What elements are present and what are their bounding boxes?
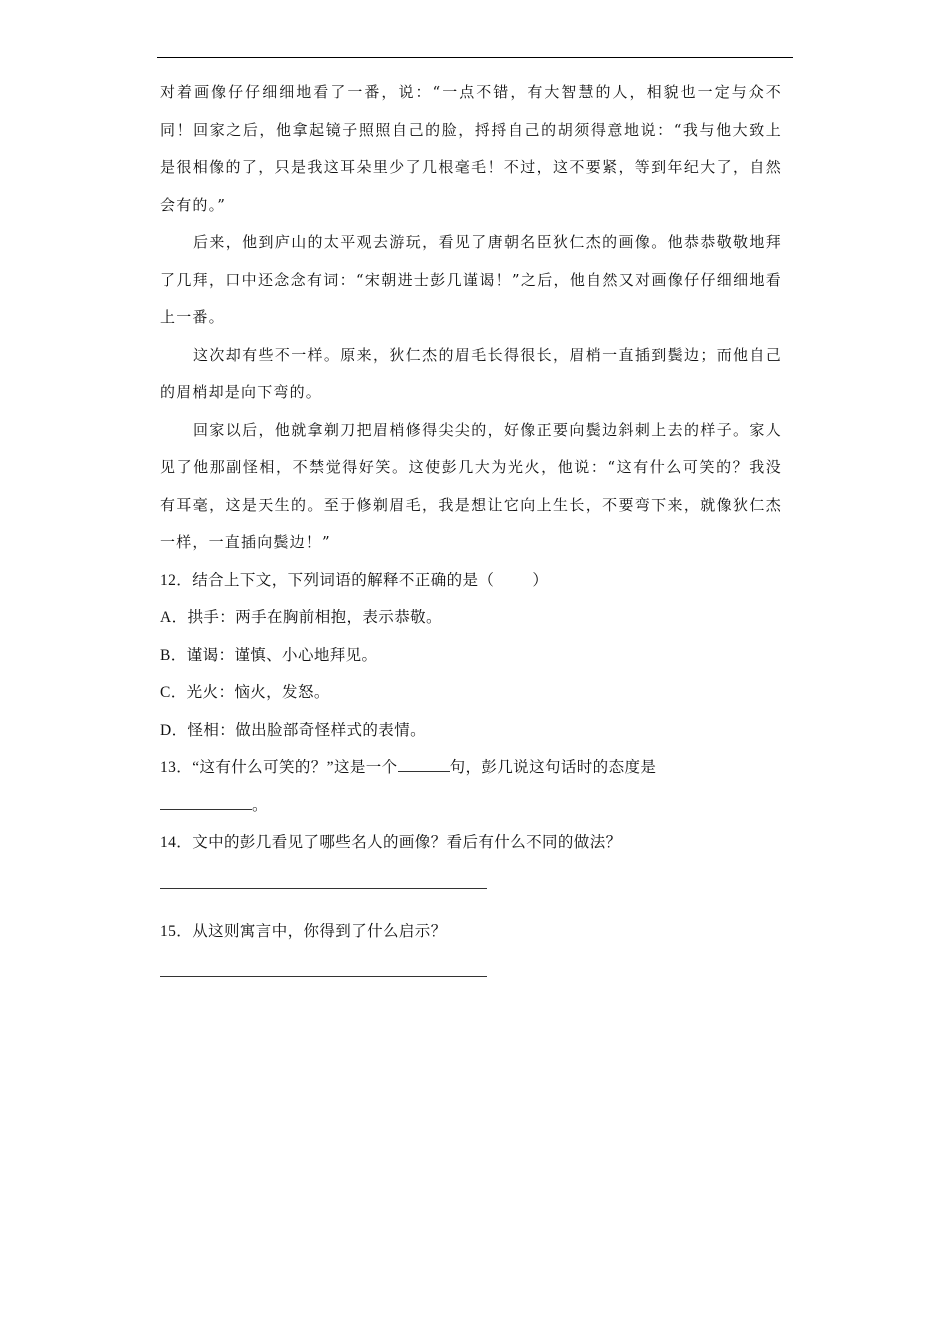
sentence-type-blank[interactable] — [398, 757, 450, 772]
question-13-continued — [160, 787, 782, 825]
document-body — [160, 74, 782, 1001]
passage-paragraph-2: 后来，他到庐山的太平观去游玩，看见了唐朝名臣狄仁杰的画像。他恭恭敬敬地拜了几拜，口中还念念有词：“宋朝进士彭几谨谒！”之后，他自然又对画像仔仔细细地看上一番。 — [160, 233, 782, 326]
option-a: A．拱手：两手在胸前相抱，表示恭敬。 — [160, 609, 442, 626]
attitude-blank[interactable] — [160, 795, 252, 810]
question-12-stem: 12．结合上下文，下列词语的解释不正确的是（ — [160, 571, 495, 589]
option-d: D．怪相：做出脸部奇怪样式的表情。 — [160, 721, 426, 739]
question-14-answer-line[interactable] — [160, 888, 487, 889]
question-12-stem-end: ） — [532, 571, 549, 589]
header-rule — [157, 57, 793, 58]
option-b: B．谨谒：谨慎、小心地拜见。 — [160, 646, 378, 664]
question-13-part-2: 句，彭几说这句话时的态度是 — [449, 759, 657, 776]
question-14: 14．文中的彭几看见了哪些名人的画像？看后有什么不同的做法？ — [160, 834, 622, 851]
passage-paragraph-1: 对着画像仔仔细细地看了一番，说：“一点不错，有大智慧的人，相貌也一定与众不同！回家之后，他拿起镜子照照自己的脸，捋捋自己的胡须得意地说：“我与他大致上是很相像的了，只是我这耳朵里少了几根毫毛！不过，这不要紧，等到年纪大了，自然会有的。” — [160, 83, 782, 214]
passage-paragraph-4: 回家以后，他就拿剃刀把眉梢修得尖尖的，好像正要向鬓边斜刺上去的样子。家人见了他那副怪相，不禁觉得好笑。这使彭几大为光火，他说：“这有什么可笑的？我没有耳毫，这是天生的。至于修剃眉毛，我是想让它向上生长，不要弯下来，就像狄仁杰一样，一直插向鬓边！” — [160, 420, 782, 551]
question-13-part-1: 13．“这有什么可笑的？”这是一个 — [160, 759, 398, 776]
option-c: C．光火：恼火，发怒。 — [160, 684, 330, 701]
question-13-end: 。 — [252, 796, 268, 814]
question-15-answer-line[interactable] — [160, 976, 487, 977]
question-13 — [160, 749, 782, 787]
passage-paragraph-3: 这次却有些不一样。原来，狄仁杰的眉毛长得很长，眉梢一直插到鬓边；而他自己的眉梢却是向下弯的。 — [160, 345, 782, 401]
question-12 — [160, 562, 782, 600]
question-15: 15．从这则寓言中，你得到了什么启示？ — [160, 922, 447, 940]
